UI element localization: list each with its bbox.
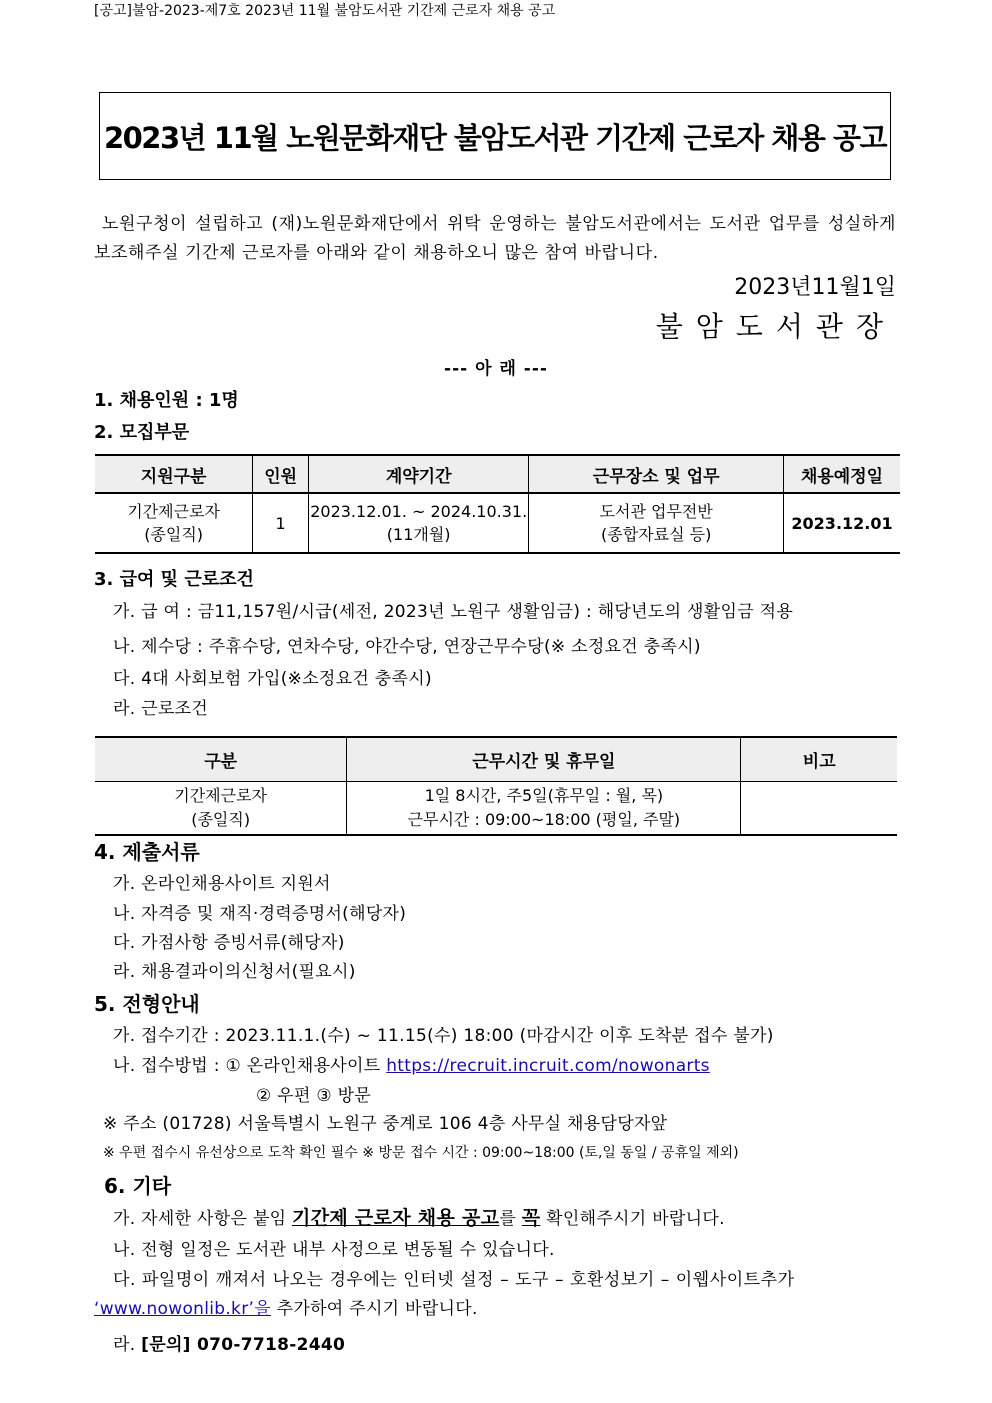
address-note: ※ 주소 (01728) 서울특별시 노원구 중계로 106 4층 사무실 채용담당자앞 [103,1114,668,1134]
application-period: 가. 접수기간 : 2023.11.1.(수) ~ 11.15(수) 18:00 (마감시간 이후 도착분 접수 불가) [113,1026,774,1046]
section-5-heading: 5. 전형안내 [94,992,200,1016]
recruit-site-link[interactable]: https://recruit.incruit.com/nowonarts [386,1056,710,1076]
col-header-hire-date: 채용예정일 [784,455,900,493]
etc-item-b: 나. 전형 일정은 도서관 내부 사정으로 변동될 수 있습니다. [113,1240,555,1260]
intro-paragraph: 노원구청이 설립하고 (재)노원문화재단에서 위탁 운영하는 불암도서관에서는 도서관 업무를 성실하게 보조해주실 기간제 근로자를 아래와 같이 채용하오니 많은 참여 바랍니다. [94,214,896,263]
table-row [95,493,900,553]
title-box [99,92,891,180]
cell-division: 기간제근로자 (종일직) [95,781,347,835]
must-emphasis: 꼭 [521,1207,541,1229]
list-item: 다. 4대 사회보험 가입(※소정요건 충족시) [113,669,432,689]
list-item: 나. 제수당 : 주휴수당, 연차수당, 야간수당, 연장근무수당(※ 소정요건 충족시) [113,637,701,657]
col-header-type: 지원구분 [95,455,253,493]
etc-item-c: 다. 파일명이 깨져서 나오는 경우에는 인터넷 설정 – 도구 – 호환성보기 – 이웹사이트추가 [113,1270,795,1290]
application-method: 나. 접수방법 : ① 온라인채용사이트 https://recruit.incruit.com/nowonarts [113,1056,710,1076]
section-3-heading: 3. 급여 및 근로조건 [94,569,254,590]
list-item: 가. 급 여 : 금11,157원/시급(세전, 2023년 노원구 생활임금) : 해당년도의 생활임금 적용 [113,602,794,622]
list-item: 가. 온라인채용사이트 지원서 [113,874,331,894]
work-conditions-table [95,736,897,836]
section-1-heading: 1. 채용인원 : 1명 [94,390,239,411]
section-2-heading: 2. 모집부문 [94,422,190,443]
col-header-hours: 근무시간 및 휴무일 [347,737,741,781]
list-item: 라. 근로조건 [113,699,209,719]
table-row [95,781,897,835]
list-item: 라. 채용결과이의신청서(필요시) [113,962,356,982]
col-header-division: 구분 [95,737,347,781]
list-item: 다. 가점사항 증빙서류(해당자) [113,933,345,953]
section-6-heading: 6. 기타 [104,1174,172,1198]
contact-phone: [문의] 070-7718-2440 [141,1335,346,1355]
notice-date: 2023년11월1일 [734,275,896,300]
col-header-remarks: 비고 [741,737,897,781]
col-header-place: 근무장소 및 업무 [529,455,784,493]
recruitment-table [95,454,900,554]
cell-remarks [741,781,897,835]
below-label: --- 아 래 --- [444,359,548,379]
section-4-heading: 4. 제출서류 [94,840,200,864]
cell-hire-date: 2023.12.01 [784,493,900,553]
issuer: 불암도서관장 [655,310,896,343]
document-number: [공고]불암-2023-제7호 2023년 11월 불암도서관 기간제 근로자 채용 공고 [94,3,556,19]
col-header-count: 인원 [253,455,309,493]
cell-period: 2023.12.01. ~ 2024.10.31. (11개월) [309,493,529,553]
cell-hours: 1일 8시간, 주5일(휴무일 : 월, 목) 근무시간 : 09:00~18:00 (평일, 주말) [347,781,741,835]
application-method-2: ② 우편 ③ 방문 [256,1086,372,1106]
mail-note: ※ 우편 접수시 유선상으로 도착 확인 필수 ※ 방문 접수 시간 : 09:00~18:00 (토,일 동일 / 공휴일 제외) [103,1145,739,1161]
etc-item-c-2: ‘www.nowonlib.kr’을 추가하여 주시기 바랍니다. [94,1299,478,1319]
etc-item-a: 가. 자세한 사항은 붙임 기간제 근로자 채용 공고를 꼭 확인해주시기 바랍니다. [113,1207,725,1229]
attachment-emphasis: 기간제 근로자 채용 공고 [292,1207,500,1229]
cell-type: 기간제근로자 (종일직) [95,493,253,553]
nowonlib-link[interactable]: ‘www.nowonlib.kr’을 [94,1299,271,1319]
etc-item-d: 라. [문의] 070-7718-2440 [113,1335,346,1355]
list-item: 나. 자격증 및 재직·경력증명서(해당자) [113,904,407,924]
cell-count: 1 [253,493,309,553]
col-header-period: 계약기간 [309,455,529,493]
cell-place: 도서관 업무전반 (종합자료실 등) [529,493,784,553]
page-title: 2023년 11월 노원문화재단 불암도서관 기간제 근로자 채용 공고 [103,120,887,155]
